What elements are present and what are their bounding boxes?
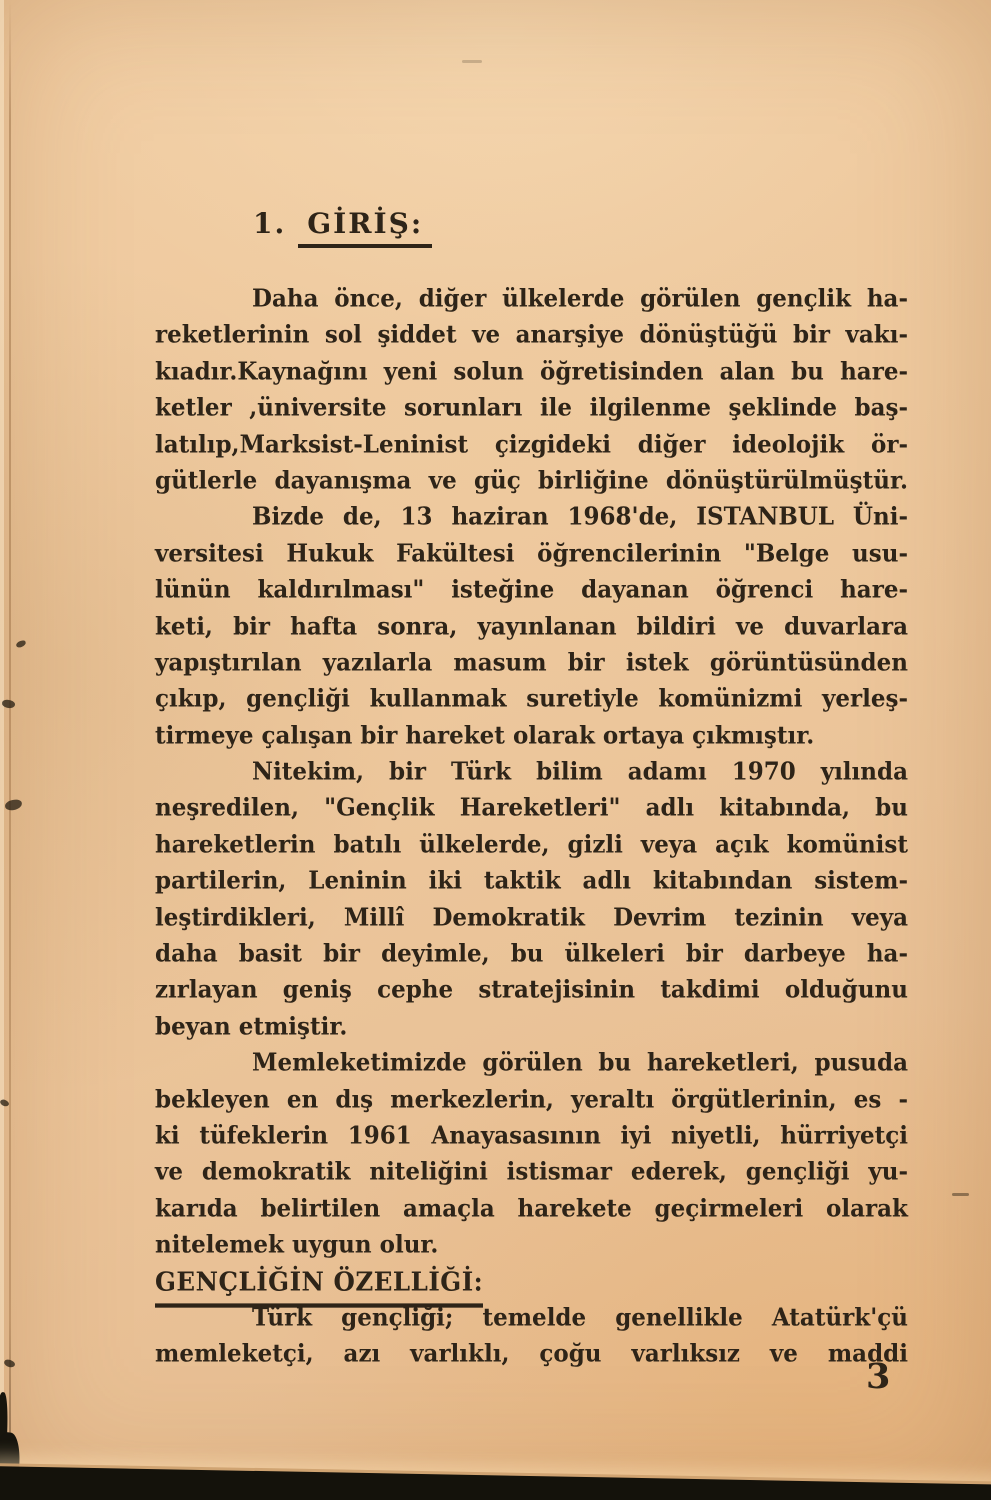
text-line: tirmeye çalışan bir hareket olarak ortaya çıkmıştır. <box>155 720 815 750</box>
text-line: Nitekim, bir Türk bilim adamı 1970 yılında <box>252 757 908 786</box>
text-line: versitesi Hukuk Fakültesi öğrencilerinin "Belge usu- <box>155 538 908 568</box>
text-line: daha basit bir deyimle, bu ülkeleri bir darbeye ha- <box>155 939 908 968</box>
text-line: bekleyen en dış merkezlerin, yeraltı örgütlerinin, es - <box>155 1084 908 1114</box>
text-line: zırlayan geniş cephe stratejisinin takdimi olduğunu <box>155 975 908 1005</box>
scan-edge-highlight <box>0 0 4 1500</box>
margin-dash-mark <box>952 1193 969 1196</box>
text-line: gütlerle dayanışma ve güç birliğine dönüştürülmüştür. <box>155 465 908 495</box>
text-line: partilerin, Leninin iki taktik adlı kitabından sistem- <box>155 866 908 896</box>
text-line: Bizde de, 13 haziran 1968'de, ISTANBUL Üni- <box>252 502 908 532</box>
heading-title: GİRİŞ: <box>298 207 432 248</box>
subsection-heading-line <box>155 1262 908 1301</box>
text-line: Daha önce, diğer ülkelerde görülen gençlik ha- <box>252 284 908 313</box>
text-line: Türk gençliği; temelde genellikle Atatürk'çü <box>252 1302 908 1332</box>
text-line: neşredilen, "Gençlik Hareketleri" adlı kitabında, bu <box>155 793 908 823</box>
text-line: karıda belirtilen amaçla harekete geçirmeleri olarak <box>155 1193 908 1223</box>
text-line: latılıp,Marksist-Leninist çizgideki diğer ideolojik ör- <box>155 429 908 459</box>
heading-number: 1. <box>253 207 287 240</box>
text-line: Memleketimizde görülen bu hareketleri, pusuda <box>252 1048 908 1078</box>
paper-crease-line <box>9 0 11 1500</box>
text-line: ve demokratik niteliğini istismar ederek, gençliği yu- <box>155 1157 908 1187</box>
text-line: kıadır.Kaynağını yeni solun öğretisinden alan bu hare- <box>155 356 908 386</box>
text-line: nitelemek uygun olur. <box>155 1230 439 1260</box>
subsection-heading: GENÇLİĞİN ÖZELLİĞİ: <box>155 1262 483 1307</box>
text-line: hareketlerin batılı ülkelerde, gizli veya açık komünist <box>155 829 908 859</box>
text-line: keti, bir hafta sonra, yayınlanan bildiri ve duvarlara <box>155 611 908 641</box>
body-text <box>155 281 908 1373</box>
ink-speck <box>4 799 22 812</box>
text-line: leştirdikleri, Millî Demokratik Devrim tezinin veya <box>155 902 908 932</box>
text-line: ki tüfeklerin 1961 Anayasasının iyi niyetli, hürriyetçi <box>155 1120 908 1150</box>
margin-dash-mark <box>462 60 482 63</box>
text-line: çıkıp, gençliği kullanmak suretiyle komünizmi yerleş- <box>155 684 908 714</box>
page-number: 3 <box>866 1356 891 1397</box>
text-line: ketler ,üniversite sorunları ile ilgilenme şeklinde baş- <box>155 393 908 423</box>
section-heading <box>253 207 432 240</box>
ink-speck <box>15 639 26 648</box>
ink-speck <box>3 1358 16 1369</box>
text-line: memleketçi, azı varlıklı, çoğu varlıksız ve maddi <box>155 1339 908 1369</box>
text-line: yapıştırılan yazılarla masum bir istek görüntüsünden <box>155 647 908 677</box>
text-line: reketlerinin sol şiddet ve anarşiye dönüştüğü bir vakı- <box>155 320 908 350</box>
text-line: beyan etmiştir. <box>155 1011 348 1041</box>
text-line: lünün kaldırılması" isteğine dayanan öğrenci hare- <box>155 575 908 605</box>
scan-bottom-edge <box>0 1466 991 1500</box>
